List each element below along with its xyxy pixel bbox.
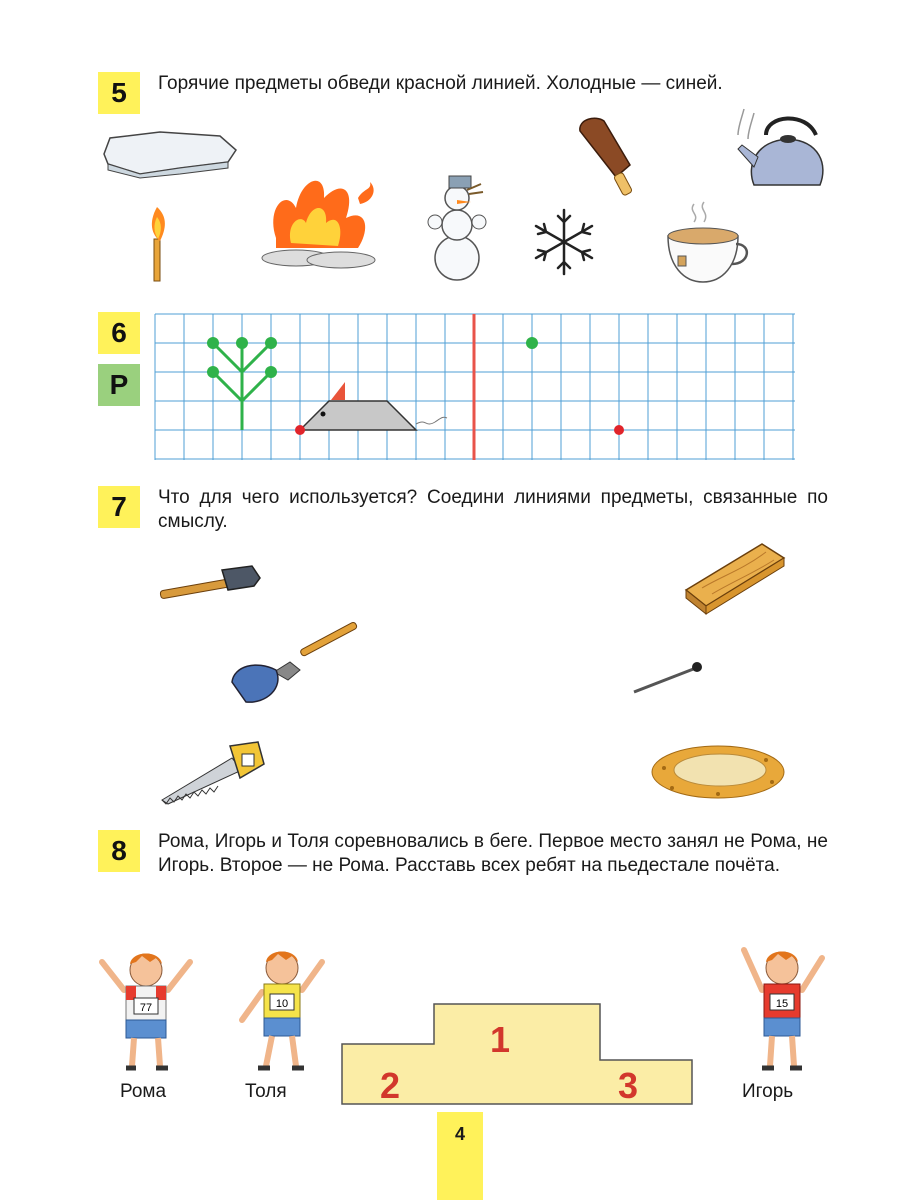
- nail-image: [630, 658, 704, 698]
- match-image: [140, 205, 180, 283]
- wooden-plank-image: [682, 540, 787, 620]
- runner-tolya-bib: 10: [275, 998, 289, 1010]
- ice-floe-image: [100, 128, 240, 178]
- tea-cup-image: [660, 200, 748, 290]
- sandpit-image: [648, 738, 788, 802]
- kettle-image: [732, 105, 832, 195]
- task-7-text: Что для чего используется? Соедини линиями предметы, связанные по смыслу.: [158, 487, 828, 532]
- start-dots: [155, 314, 795, 460]
- saw-image: [158, 740, 268, 806]
- hammer-image: [156, 556, 266, 606]
- task-5-text: Горячие предметы обведи красной линией. Холодные — синей.: [158, 73, 723, 94]
- ice-cream-image: [574, 115, 644, 195]
- snowman-image: [415, 170, 495, 282]
- runner-roma-name: Рома: [120, 1081, 167, 1102]
- podium-place-1: 1: [489, 1019, 511, 1060]
- task-7-number: 7: [98, 486, 140, 528]
- runner-tolya-name: Толя: [245, 1081, 287, 1102]
- runner-roma-bib: 77: [139, 1002, 153, 1014]
- runner-igor-image: [732, 940, 832, 1075]
- snowflake-image: [530, 208, 598, 276]
- runner-roma-image: [96, 940, 196, 1075]
- page-number: 4: [437, 1112, 483, 1200]
- shovel-image: [228, 626, 363, 706]
- task-8-text: Рома, Игорь и Толя соревновались в беге. Первое место занял не Рома, не Игорь. Второе — не Рома. Расставь всех ребят на пьедестале почёта.: [158, 831, 828, 876]
- task-6-badge-r: Р: [98, 364, 140, 406]
- task-5-number: 5: [98, 72, 140, 114]
- bonfire-image: [246, 168, 386, 278]
- podium-place-3: 3: [617, 1065, 639, 1106]
- runner-igor-name: Игорь: [742, 1081, 794, 1102]
- runner-tolya-image: [232, 940, 332, 1075]
- runner-igor-bib: 15: [775, 998, 789, 1010]
- task-6-number: 6: [98, 312, 140, 354]
- podium-place-2: 2: [379, 1065, 401, 1106]
- podium-image: [336, 1000, 698, 1110]
- task-8-number: 8: [98, 830, 140, 872]
